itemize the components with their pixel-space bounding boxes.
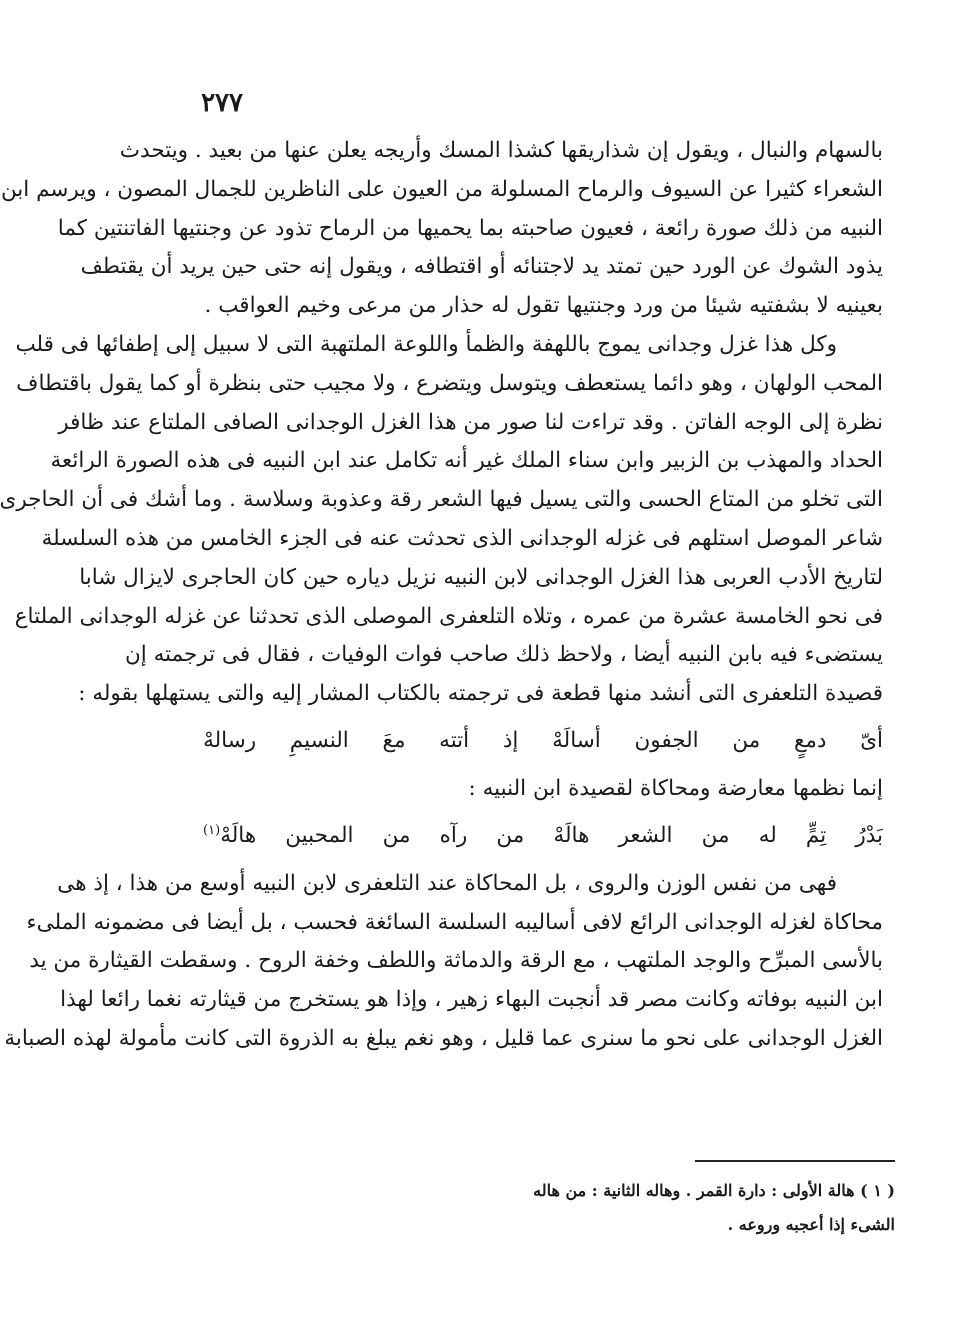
verse-word: من [701,822,730,848]
verse-line-1 [203,720,883,762]
text-line: يذود الشوك عن الورد حين تمتد يد لاجتنائه أو اقتطافه ، ويقول إنه حتى حين يريد أن يقتطف [80,254,883,280]
text-line: بعينيه لا بشفتيه شيئا من ورد وجنتيها تقول له حذار من مرعى وخيم العواقب . [204,293,883,319]
text-line: شاعر الموصل استلهم فى غزله الوجدانى الذى تحدثت عنه فى الجزء الخامس من هذه السلسلة [41,525,883,551]
verse-word-with-footnote [203,815,256,857]
text-line: وكل هذا غزل وجدانى يموج باللهفة والظمأ واللوعة الملتهبة التى لا سبيل إلى إطفائها فى قلب [15,331,837,357]
text-line: ابن النبيه بوفاته وكانت مصر قد أنجبت البهاء زهير ، وإذا هو يستخرج من قيثارته نغما رائعا لهذا [60,987,883,1013]
body-text [0,132,883,1059]
verse-word: تِمٍّ [805,822,827,848]
text-line: فى نحو الخامسة عشرة من عمره ، وتلاه التلعفرى الموصلى الذى تحدثنا عن غزله الوجدانى الملتاع [14,603,883,629]
verse-word: معَ [382,727,406,753]
paragraph-2 [0,326,883,714]
text-line: قصيدة التلعفرى التى أنشد منها قطعة فى ترجمته بالكتاب المشار إليه والتى يستهلها بقوله : [78,681,883,707]
text-line: فهى من نفس الوزن والروى ، بل المحاكاة عند التلعفرى لابن النبيه أوسع من هذا ، إذ هى [57,870,837,896]
verse-word: من [732,727,761,753]
verse-word: أسالَهْ [552,727,601,753]
text-line: التى تخلو من المتاع الحسى والتى يسيل فيها الشعر رقة وعذوبة وسلاسة . وما أشك فى أن الحاجرى [0,487,883,513]
text-line: الشعراء كثيرا عن السيوف والرماح المسلولة من العيون على الناظرين للجمال المصون ، ويرسم ابن [0,176,883,202]
text-line: المحب الولهان ، وهو دائما يستعطف ويتوسل ويتضرع ، ولا مجيب حتى بنظرة أو كما يقول باقتطاف [16,370,883,396]
verse-word: له [758,822,777,848]
verse-word: من [382,822,411,848]
footnotes [433,1174,895,1242]
text-line: الغزل الوجدانى على نحو ما سنرى عما قليل ، وهو نغم يبلغ به الذروة التى كانت مأمولة لهذه الصبابة [4,1025,883,1051]
text-line: النبيه من ذلك صورة رائعة ، فعيون صاحبته بما يحميها من الرماح تذود عن وجنتيها الفاتنتين كما [57,215,883,241]
verse-word: رآه [439,822,468,848]
text-line: بالأسى المبرِّح والوجد الملتهب ، مع الرقة والدماثة واللطف وخفة الروح . وسقطت القيثارة من يد [29,948,883,974]
verse-word: دمعٍ [793,727,827,753]
footnote-marker: (١) [203,822,221,838]
text-line: إنما نظمها معارضة ومحاكاة لقصيدة ابن النبيه : [468,775,883,801]
paragraph-1 [0,132,883,326]
verse-word: هالَهْ [220,822,257,848]
text-line: الحداد والمهذب بن الزبير وابن سناء الملك غير أنه تكامل عند ابن النبيه فى هذه الصورة الرائعة [50,448,883,474]
verse-line-2 [203,815,883,857]
bridge-sentence [203,770,883,809]
verse-word: أىّ [860,727,883,753]
verse-word: الشعر [618,822,673,848]
verse-word: رسالهْ [203,727,257,753]
footnote-line: ( ١ ) هالة الأولى : دارة القمر . وهاله الثانية : من هاله [533,1181,895,1200]
verse-word: النسيمِ [289,727,349,753]
verse-word: أتته [439,727,470,753]
verse-word: هالَهْ [553,822,590,848]
text-line: نظرة إلى الوجه الفاتن . وقد تراءت لنا صور من هذا الغزل الوجدانى الصافى الملتاع عند ظافر [58,409,883,435]
page-number: ٢٧٧ [201,88,243,118]
text-line: بالسهام والنبال ، ويقول إن شذاريقها كشذا المسك وأريجه يعلن عنها من بعيد . ويتحدث [119,138,883,163]
verse-word: الجفون [634,727,699,753]
text-line: محاكاة لغزله الوجدانى الرائع لافى أساليبه السلسة السائغة فحسب ، بل أيضا فى مضمونه الملىء [26,909,883,935]
paragraph-3 [4,865,883,1059]
verse-word: إذ [502,727,519,753]
verse-word: من [496,822,525,848]
text-line: يستضىء فيه بابن النبيه أيضا ، ولاحظ ذلك صاحب فوات الوفيات ، فقال فى ترجمته إن [124,642,883,668]
footnote-line: الشىء إذا أعجبه وروعه . [727,1215,895,1234]
verse-word: بَدْرُ [855,822,883,848]
verse-word: المحبين [285,822,354,848]
text-line: لتاريخ الأدب العربى هذا الغزل الوجدانى لابن النبيه نزيل دياره حين كان الحاجرى لايزال شابا [79,564,883,590]
footnote-divider [695,1160,895,1162]
